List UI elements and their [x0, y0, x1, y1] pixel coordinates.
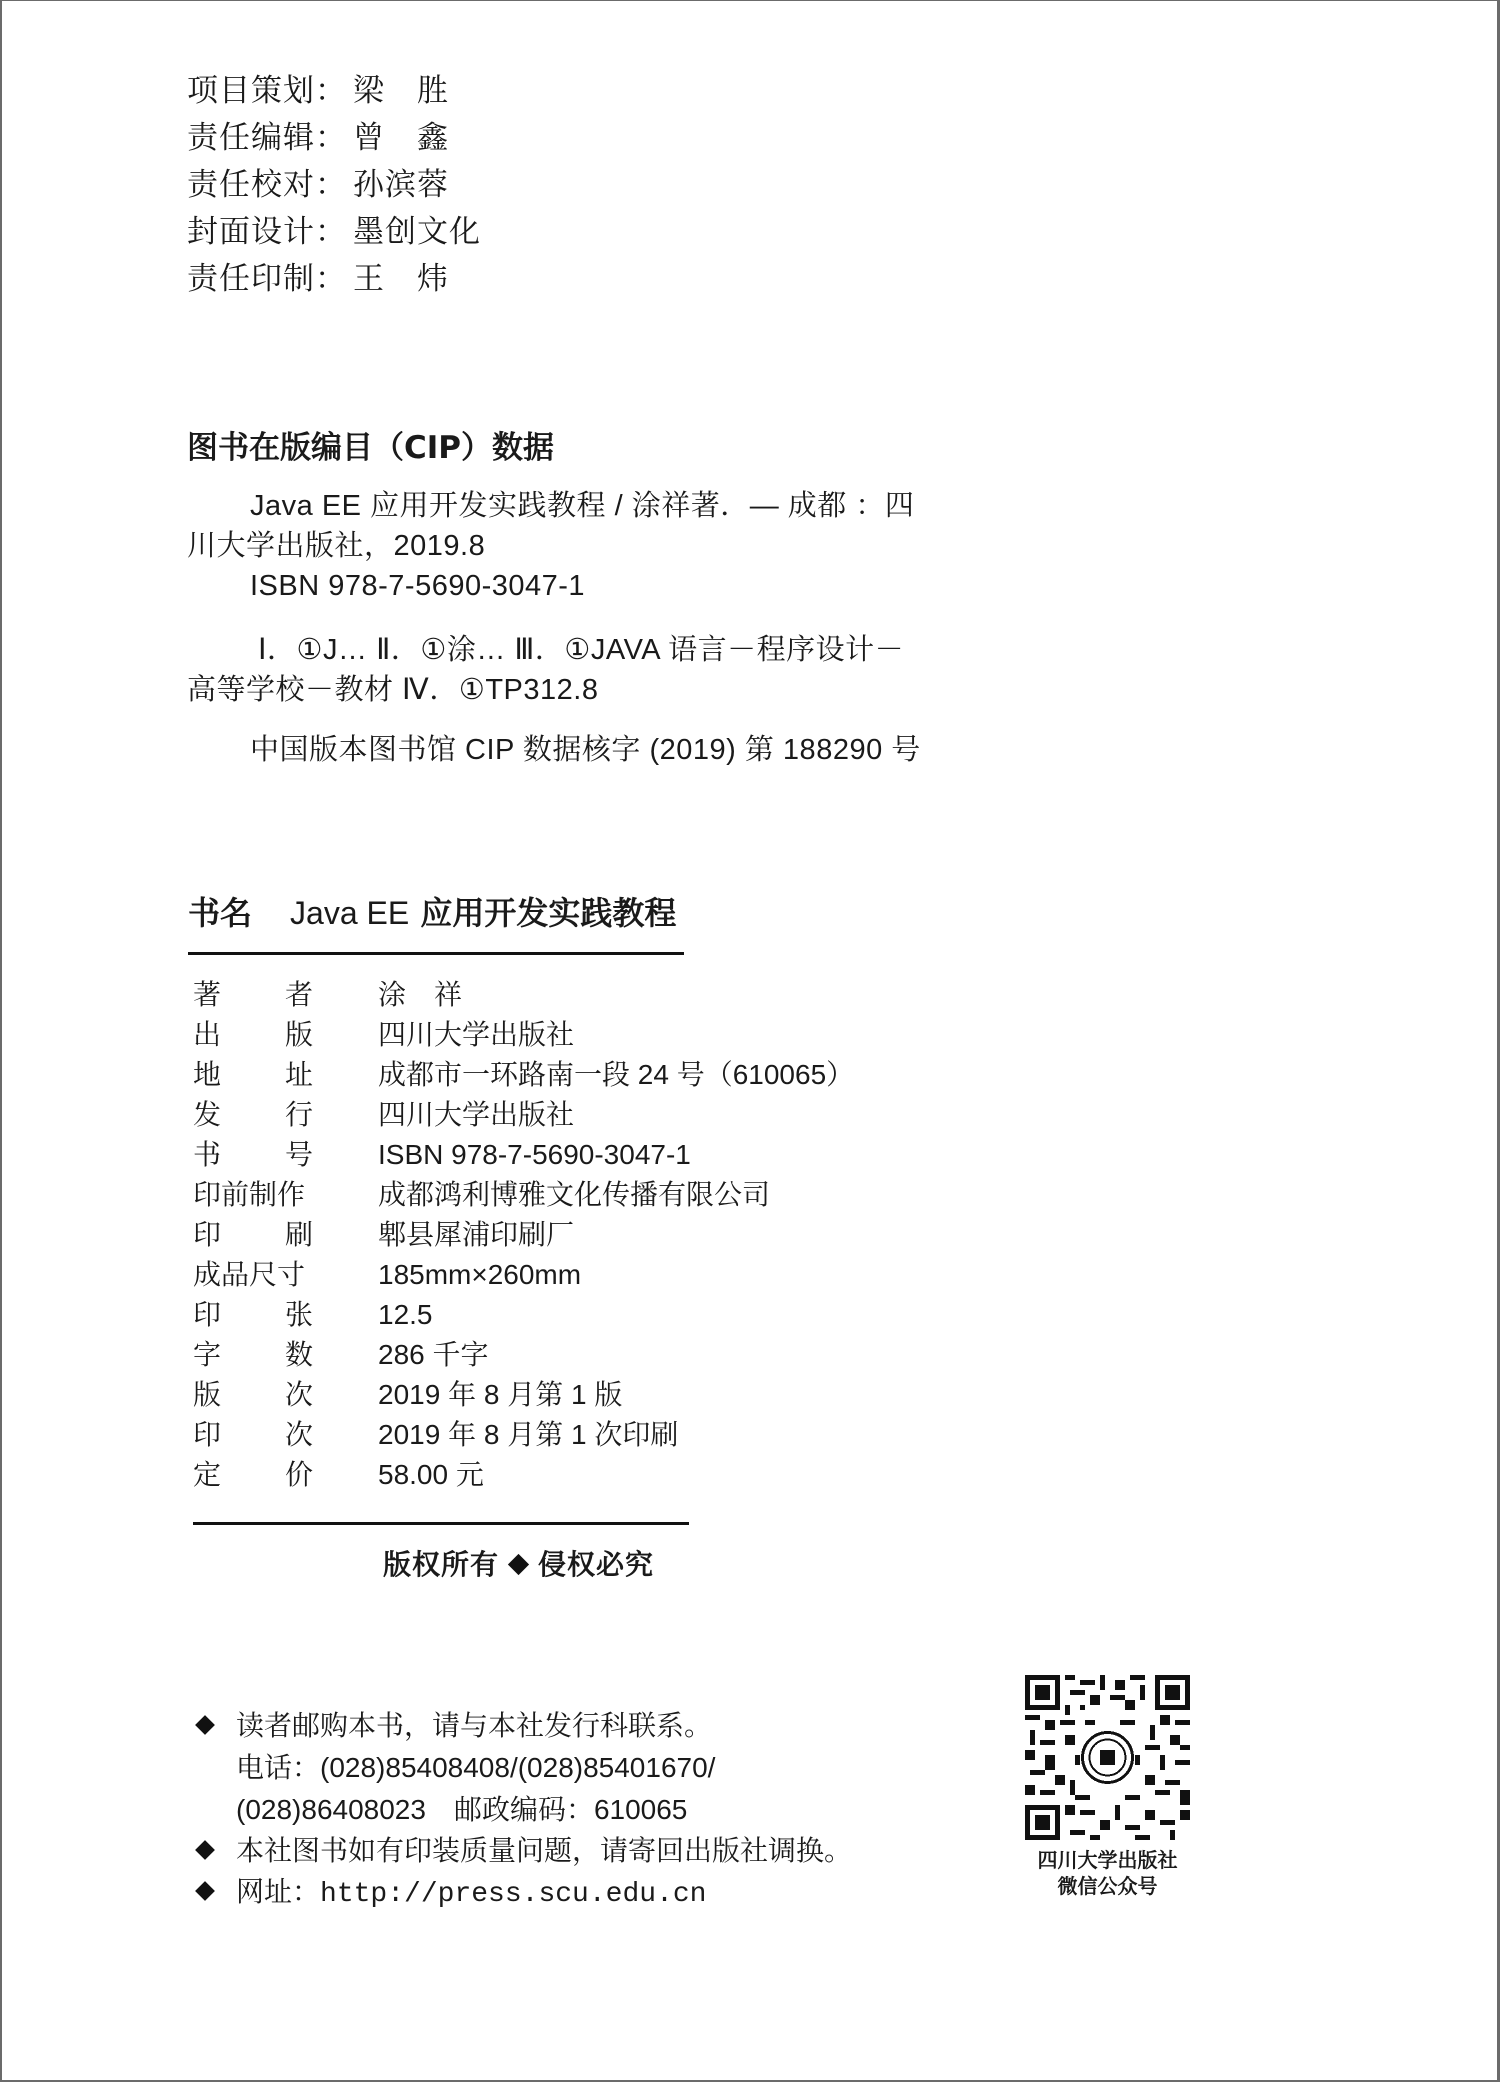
note-website: [236, 1872, 706, 1915]
info-key: 印前制作: [193, 1178, 306, 1211]
info-key: 书 号: [193, 1138, 313, 1171]
staff-role: 封面设计：: [187, 214, 347, 250]
note-phone-line2: (028)86408023 邮政编码：610065: [236, 1794, 688, 1825]
cip-verification-line: 中国版本图书馆 CIP 数据核字 (2019) 第 188290 号: [250, 734, 921, 766]
copyright-left: 版权所有: [383, 1548, 500, 1581]
staff-line-cover-design: [187, 214, 481, 250]
top-rule: [188, 952, 684, 955]
diamond-icon: [508, 1553, 529, 1574]
cip-line: Java EE 应用开发实践教程 / 涂祥著．— 成都 ：四: [250, 490, 915, 522]
diamond-bullet-icon: [195, 1840, 215, 1860]
staff-line-editor: [187, 120, 449, 156]
info-key: 定 价: [193, 1458, 313, 1491]
staff-role: 责任校对：: [187, 167, 347, 203]
qr-caption-line1: 四川大学出版社: [1037, 1848, 1178, 1872]
book-title-latin: Java EE: [290, 895, 410, 931]
info-value: 58.00 元: [378, 1459, 484, 1490]
info-value: ISBN 978-7-5690-3047-1: [378, 1139, 691, 1170]
info-value: 2019 年 8 月第 1 次印刷: [378, 1419, 679, 1450]
qr-caption-line2: 微信公众号: [1057, 1874, 1158, 1898]
info-key: 出 版: [193, 1018, 313, 1051]
staff-role: 项目策划：: [187, 73, 347, 109]
note-mail-order: 读者邮购本书，请与本社发行科联系。: [236, 1706, 712, 1746]
info-key: 印 刷: [193, 1218, 313, 1251]
info-key: 地 址: [193, 1058, 313, 1091]
cip-line: ISBN 978-7-5690-3047-1: [250, 570, 586, 602]
cip-line: 高等学校－教材 Ⅳ．①TP312.8: [187, 674, 599, 706]
staff-line-proofreader: [187, 167, 449, 203]
staff-role: 责任印制：: [187, 261, 347, 297]
diamond-bullet-icon: [195, 1715, 215, 1735]
info-value: 12.5: [378, 1299, 433, 1330]
website-link[interactable]: http://press.scu.edu.cn: [320, 1879, 707, 1910]
staff-name: 曾 鑫: [353, 120, 449, 156]
cip-line: Ⅰ．①J… Ⅱ．①涂… Ⅲ．①JAVA 语言－程序设计－: [258, 634, 905, 666]
info-key: 发 行: [193, 1098, 313, 1131]
book-title: [188, 893, 676, 933]
info-value: 185mm×260mm: [378, 1259, 582, 1290]
info-value: 四川大学出版社: [378, 1019, 575, 1050]
book-title-label: 书名: [188, 894, 253, 932]
info-value: 成都鸿利博雅文化传播有限公司: [378, 1179, 771, 1210]
staff-name: 梁 胜: [353, 73, 449, 109]
website-label: 网址：: [236, 1875, 321, 1908]
staff-name: 墨创文化: [353, 214, 481, 250]
info-key: 字 数: [193, 1338, 313, 1371]
note-phone-line1: 电话：(028)85408408/(028)85401670/: [236, 1752, 716, 1783]
info-value: 286 千字: [378, 1339, 489, 1370]
info-key: 印 次: [193, 1418, 313, 1451]
copyright-notice: [383, 1545, 654, 1585]
info-value: 四川大学出版社: [378, 1099, 575, 1130]
staff-role: 责任编辑：: [187, 120, 347, 156]
staff-name: 孙滨蓉: [353, 167, 449, 203]
info-key: 著 者: [193, 978, 313, 1011]
bottom-rule: [193, 1522, 689, 1525]
info-key: 版 次: [193, 1378, 313, 1411]
diamond-bullet-icon: [195, 1881, 215, 1901]
cip-line: 川大学出版社，2019.8: [187, 530, 486, 562]
info-key: 印 张: [193, 1298, 313, 1331]
info-key: 成品尺寸: [193, 1258, 306, 1291]
staff-line-project-planning: [187, 73, 449, 109]
staff-line-printing: [187, 261, 449, 297]
qr-code-icon: [1025, 1675, 1190, 1840]
book-title-cn: 应用开发实践教程: [420, 894, 677, 932]
note-quality: 本社图书如有印装质量问题，请寄回出版社调换。: [236, 1831, 852, 1871]
cip-heading: 图书在版编目（CIP）数据: [187, 430, 555, 466]
info-value: 涂 祥: [378, 979, 463, 1010]
copyright-right: 侵权必究: [538, 1548, 655, 1581]
info-value: 2019 年 8 月第 1 版: [378, 1379, 623, 1410]
info-value: 郫县犀浦印刷厂: [378, 1219, 575, 1250]
info-value: 成都市一环路南一段 24 号（610065）: [378, 1059, 855, 1090]
staff-name: 王 炜: [353, 261, 449, 297]
